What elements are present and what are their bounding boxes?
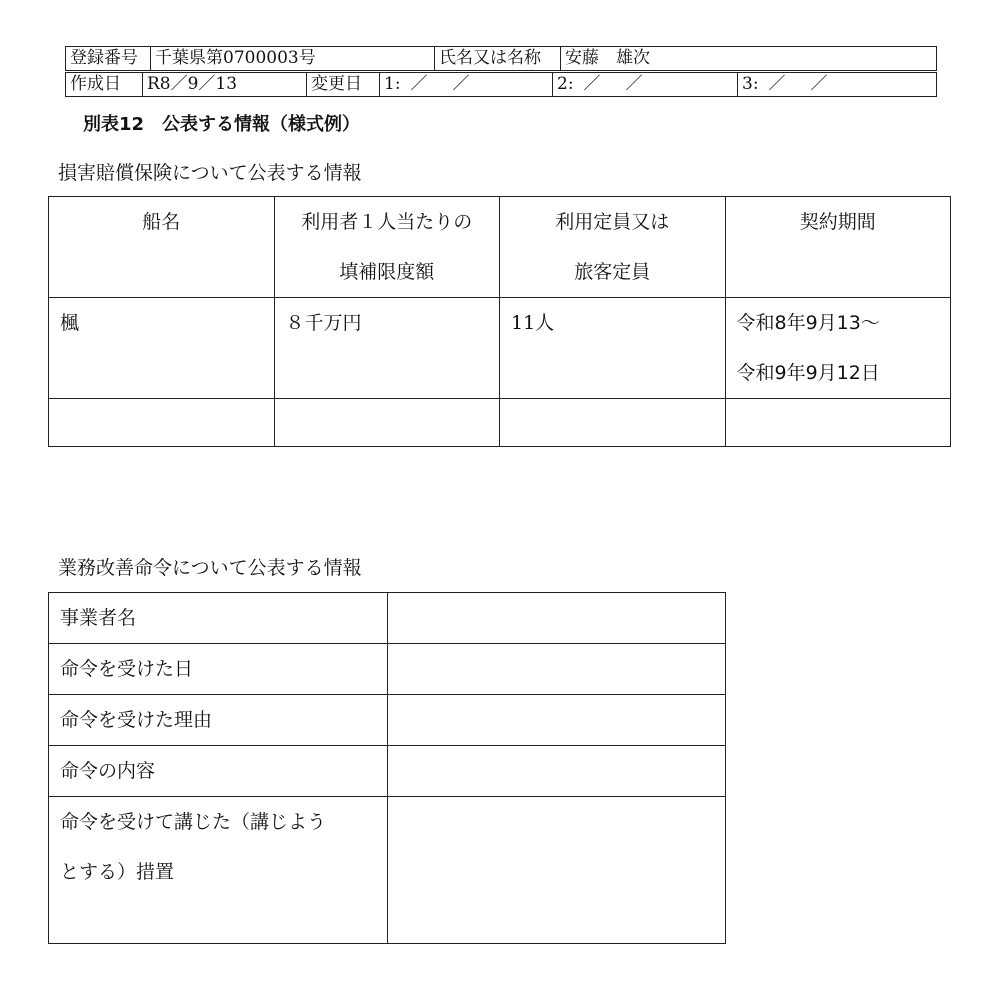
change-3: 3: ／ ／ xyxy=(738,73,937,97)
col-capacity: 利用定員又は 旅客定員 xyxy=(500,197,726,298)
table-row xyxy=(49,797,726,944)
col-coverage-limit: 利用者１人当たりの 填補限度額 xyxy=(274,197,500,298)
empty-cell xyxy=(274,399,500,447)
measures-label: 命令を受けて講じた（講じよう とする）措置 xyxy=(49,797,388,944)
empty-cell xyxy=(725,399,951,447)
order-reason-label: 命令を受けた理由 xyxy=(49,695,388,746)
order-date-label: 命令を受けた日 xyxy=(49,644,388,695)
registration-header xyxy=(65,46,937,71)
name-label: 氏名又は名称 xyxy=(435,47,561,71)
insurance-section-title: 損害賠償保険について公表する情報 xyxy=(58,162,362,184)
created-label: 作成日 xyxy=(66,73,143,97)
coverage-limit-cell: ８千万円 xyxy=(274,298,500,399)
contract-period-cell: 令和8年9月13〜 令和9年9月12日 xyxy=(725,298,951,399)
change-2: 2: ／ ／ xyxy=(553,73,738,97)
empty-cell xyxy=(500,399,726,447)
ship-name-cell: 楓 xyxy=(49,298,275,399)
business-name-value xyxy=(388,593,726,644)
reg-no-value: 千葉県第0700003号 xyxy=(151,47,435,71)
capacity-cell: 11人 xyxy=(500,298,726,399)
change-history-header xyxy=(65,72,937,97)
changed-label: 変更日 xyxy=(307,73,380,97)
table-row-empty xyxy=(49,399,951,447)
order-reason-value xyxy=(388,695,726,746)
empty-cell xyxy=(49,399,275,447)
measures-value xyxy=(388,797,726,944)
change-1: 1: ／ ／ xyxy=(380,73,553,97)
insurance-table xyxy=(48,196,951,447)
table-row xyxy=(49,695,726,746)
order-table xyxy=(48,592,726,944)
table-row xyxy=(49,593,726,644)
table-row xyxy=(49,746,726,797)
table-row xyxy=(49,298,951,399)
table-row xyxy=(49,644,726,695)
order-date-value xyxy=(388,644,726,695)
name-value: 安藤 雄次 xyxy=(561,47,937,71)
insurance-header-row xyxy=(49,197,951,298)
created-value: R8／9／13 xyxy=(143,73,307,97)
reg-no-label: 登録番号 xyxy=(66,47,151,71)
order-section-title: 業務改善命令について公表する情報 xyxy=(58,557,362,579)
col-ship-name: 船名 xyxy=(49,197,275,298)
order-content-label: 命令の内容 xyxy=(49,746,388,797)
order-content-value xyxy=(388,746,726,797)
col-contract-period: 契約期間 xyxy=(725,197,951,298)
form-title: 別表12 公表する情報（様式例） xyxy=(83,114,361,135)
business-name-label: 事業者名 xyxy=(49,593,388,644)
